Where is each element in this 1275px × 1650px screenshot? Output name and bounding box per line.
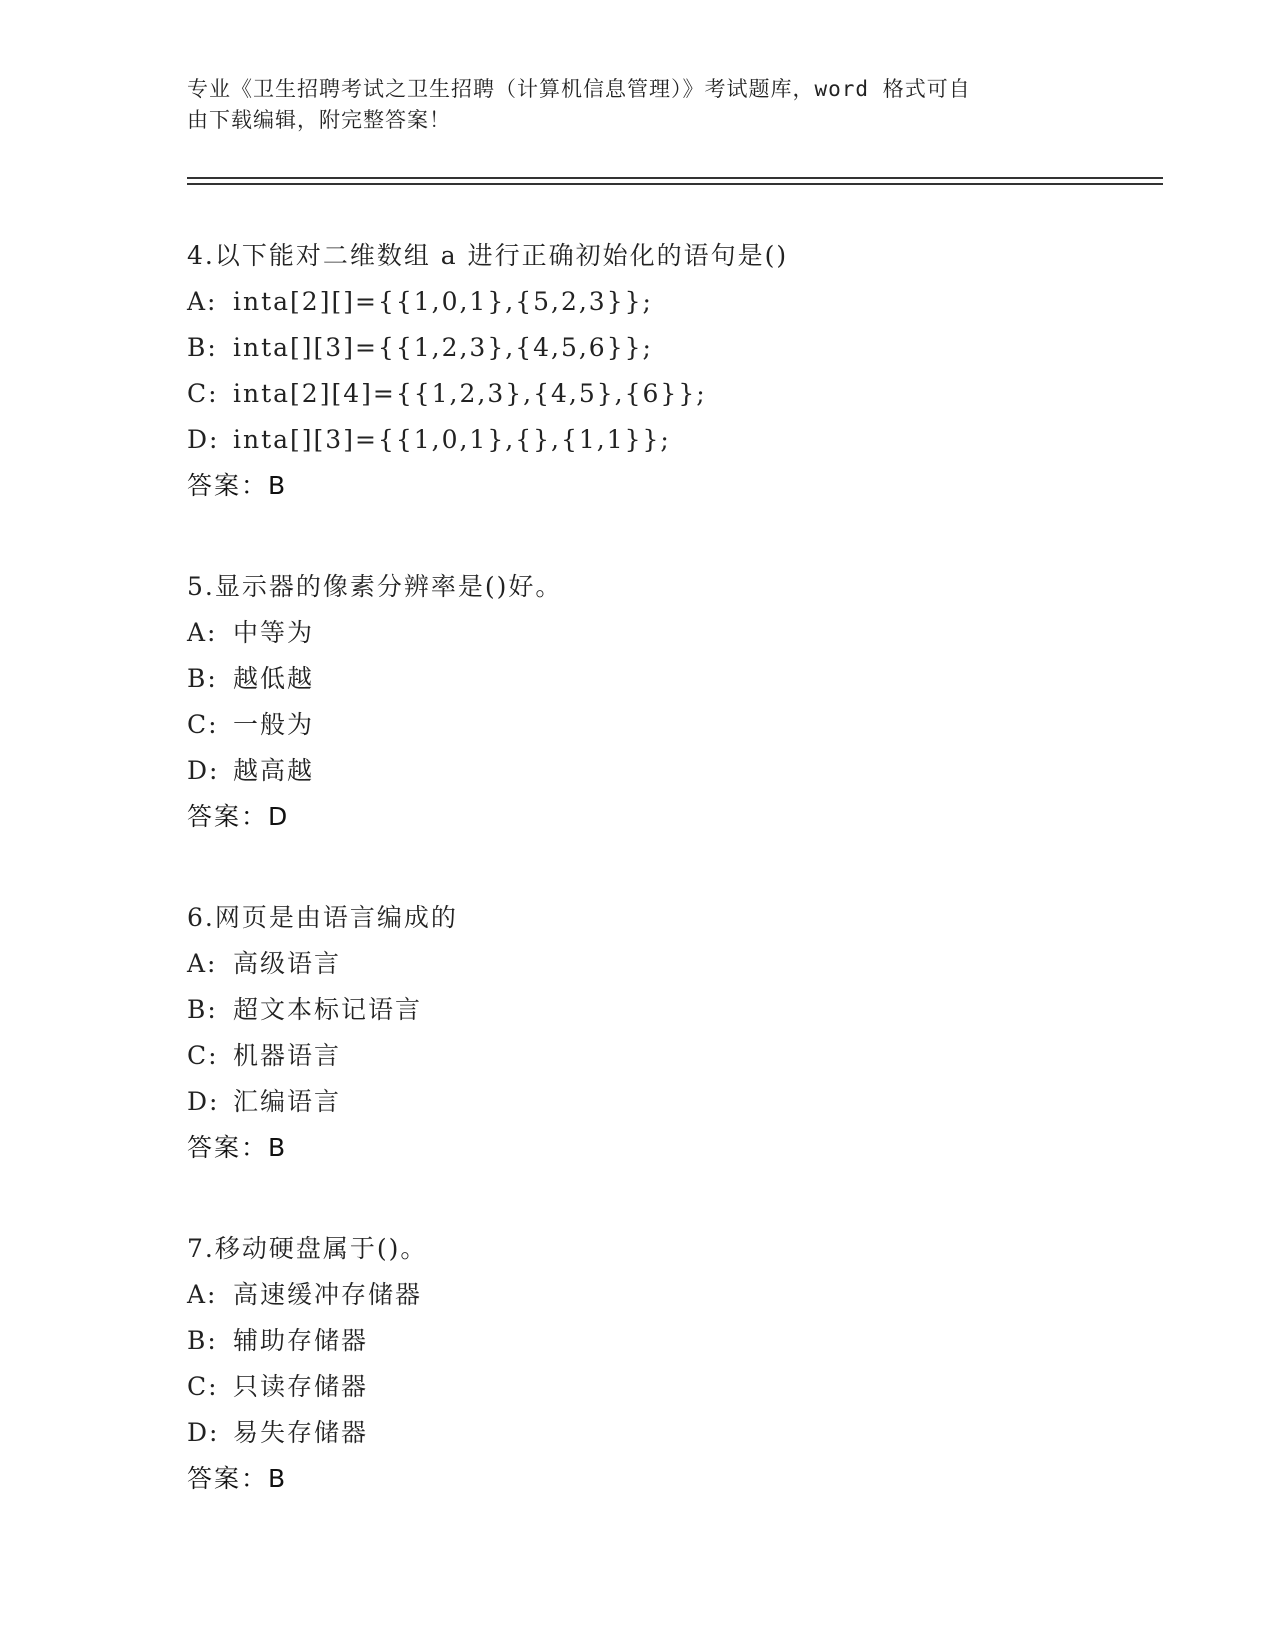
option-d xyxy=(187,1410,1147,1456)
option-text: 辅助存储器 xyxy=(233,1326,369,1355)
option-key: D: xyxy=(187,1418,220,1447)
header-divider-bottom xyxy=(187,183,1163,185)
option-c xyxy=(187,371,1147,417)
option-text: 中等为 xyxy=(233,618,315,647)
option-key: A: xyxy=(187,949,218,978)
option-text: 易失存储器 xyxy=(233,1418,369,1447)
option-text: inta[][3]={{1,0,1},{},{1,1}}; xyxy=(233,425,671,454)
option-text: 高级语言 xyxy=(233,949,342,978)
option-key: B: xyxy=(187,995,218,1024)
option-c xyxy=(187,1033,1147,1079)
question-stem: 6.网页是由语言编成的 xyxy=(187,903,458,932)
option-a xyxy=(187,1272,1147,1318)
option-text: 越高越 xyxy=(233,756,315,785)
option-text: 一般为 xyxy=(233,710,315,739)
option-text: 超文本标记语言 xyxy=(233,995,423,1024)
option-key: B: xyxy=(187,1326,218,1355)
option-text: inta[2][4]={{1,2,3},{4,5},{6}}; xyxy=(233,379,707,408)
option-text: 高速缓冲存储器 xyxy=(233,1280,423,1309)
option-a xyxy=(187,941,1147,987)
option-key: A: xyxy=(187,618,218,647)
question-item xyxy=(187,564,1147,840)
document-header xyxy=(187,74,1067,136)
header-line-2: 由下载编辑，附完整答案！ xyxy=(187,108,451,132)
header-line-1: 专业《卫生招聘考试之卫生招聘（计算机信息管理）》考试题库，word 格式可自 xyxy=(187,77,971,101)
option-key: C: xyxy=(187,1041,219,1070)
question-stem: 7.移动硬盘属于()。 xyxy=(187,1234,428,1263)
option-key: D: xyxy=(187,425,220,454)
option-c xyxy=(187,1364,1147,1410)
option-b xyxy=(187,656,1147,702)
option-d xyxy=(187,748,1147,794)
question-item xyxy=(187,895,1147,1171)
option-b xyxy=(187,987,1147,1033)
question-list xyxy=(187,233,1147,1557)
answer-line: 答案：D xyxy=(187,802,290,831)
answer-line: 答案：B xyxy=(187,471,288,500)
option-key: D: xyxy=(187,756,220,785)
option-a xyxy=(187,279,1147,325)
option-key: C: xyxy=(187,1372,219,1401)
option-b xyxy=(187,325,1147,371)
option-key: B: xyxy=(187,664,218,693)
option-key: D: xyxy=(187,1087,220,1116)
option-text: 只读存储器 xyxy=(233,1372,369,1401)
answer-line: 答案：B xyxy=(187,1133,288,1162)
option-d xyxy=(187,1079,1147,1125)
option-c xyxy=(187,702,1147,748)
option-d xyxy=(187,417,1147,463)
question-item xyxy=(187,1226,1147,1502)
question-stem: 4.以下能对二维数组 a 进行正确初始化的语句是() xyxy=(187,241,789,270)
option-key: A: xyxy=(187,287,218,316)
option-key: C: xyxy=(187,379,219,408)
header-divider-top xyxy=(187,177,1163,179)
option-key: B: xyxy=(187,333,218,362)
question-item xyxy=(187,233,1147,509)
option-text: inta[2][]={{1,0,1},{5,2,3}}; xyxy=(233,287,653,316)
option-key: C: xyxy=(187,710,219,739)
answer-line: 答案：B xyxy=(187,1464,288,1493)
question-stem: 5.显示器的像素分辨率是()好。 xyxy=(187,572,563,601)
option-text: 越低越 xyxy=(233,664,315,693)
option-text: inta[][3]={{1,2,3},{4,5,6}}; xyxy=(233,333,653,362)
option-text: 机器语言 xyxy=(233,1041,342,1070)
option-a xyxy=(187,610,1147,656)
option-key: A: xyxy=(187,1280,218,1309)
option-text: 汇编语言 xyxy=(233,1087,342,1116)
option-b xyxy=(187,1318,1147,1364)
